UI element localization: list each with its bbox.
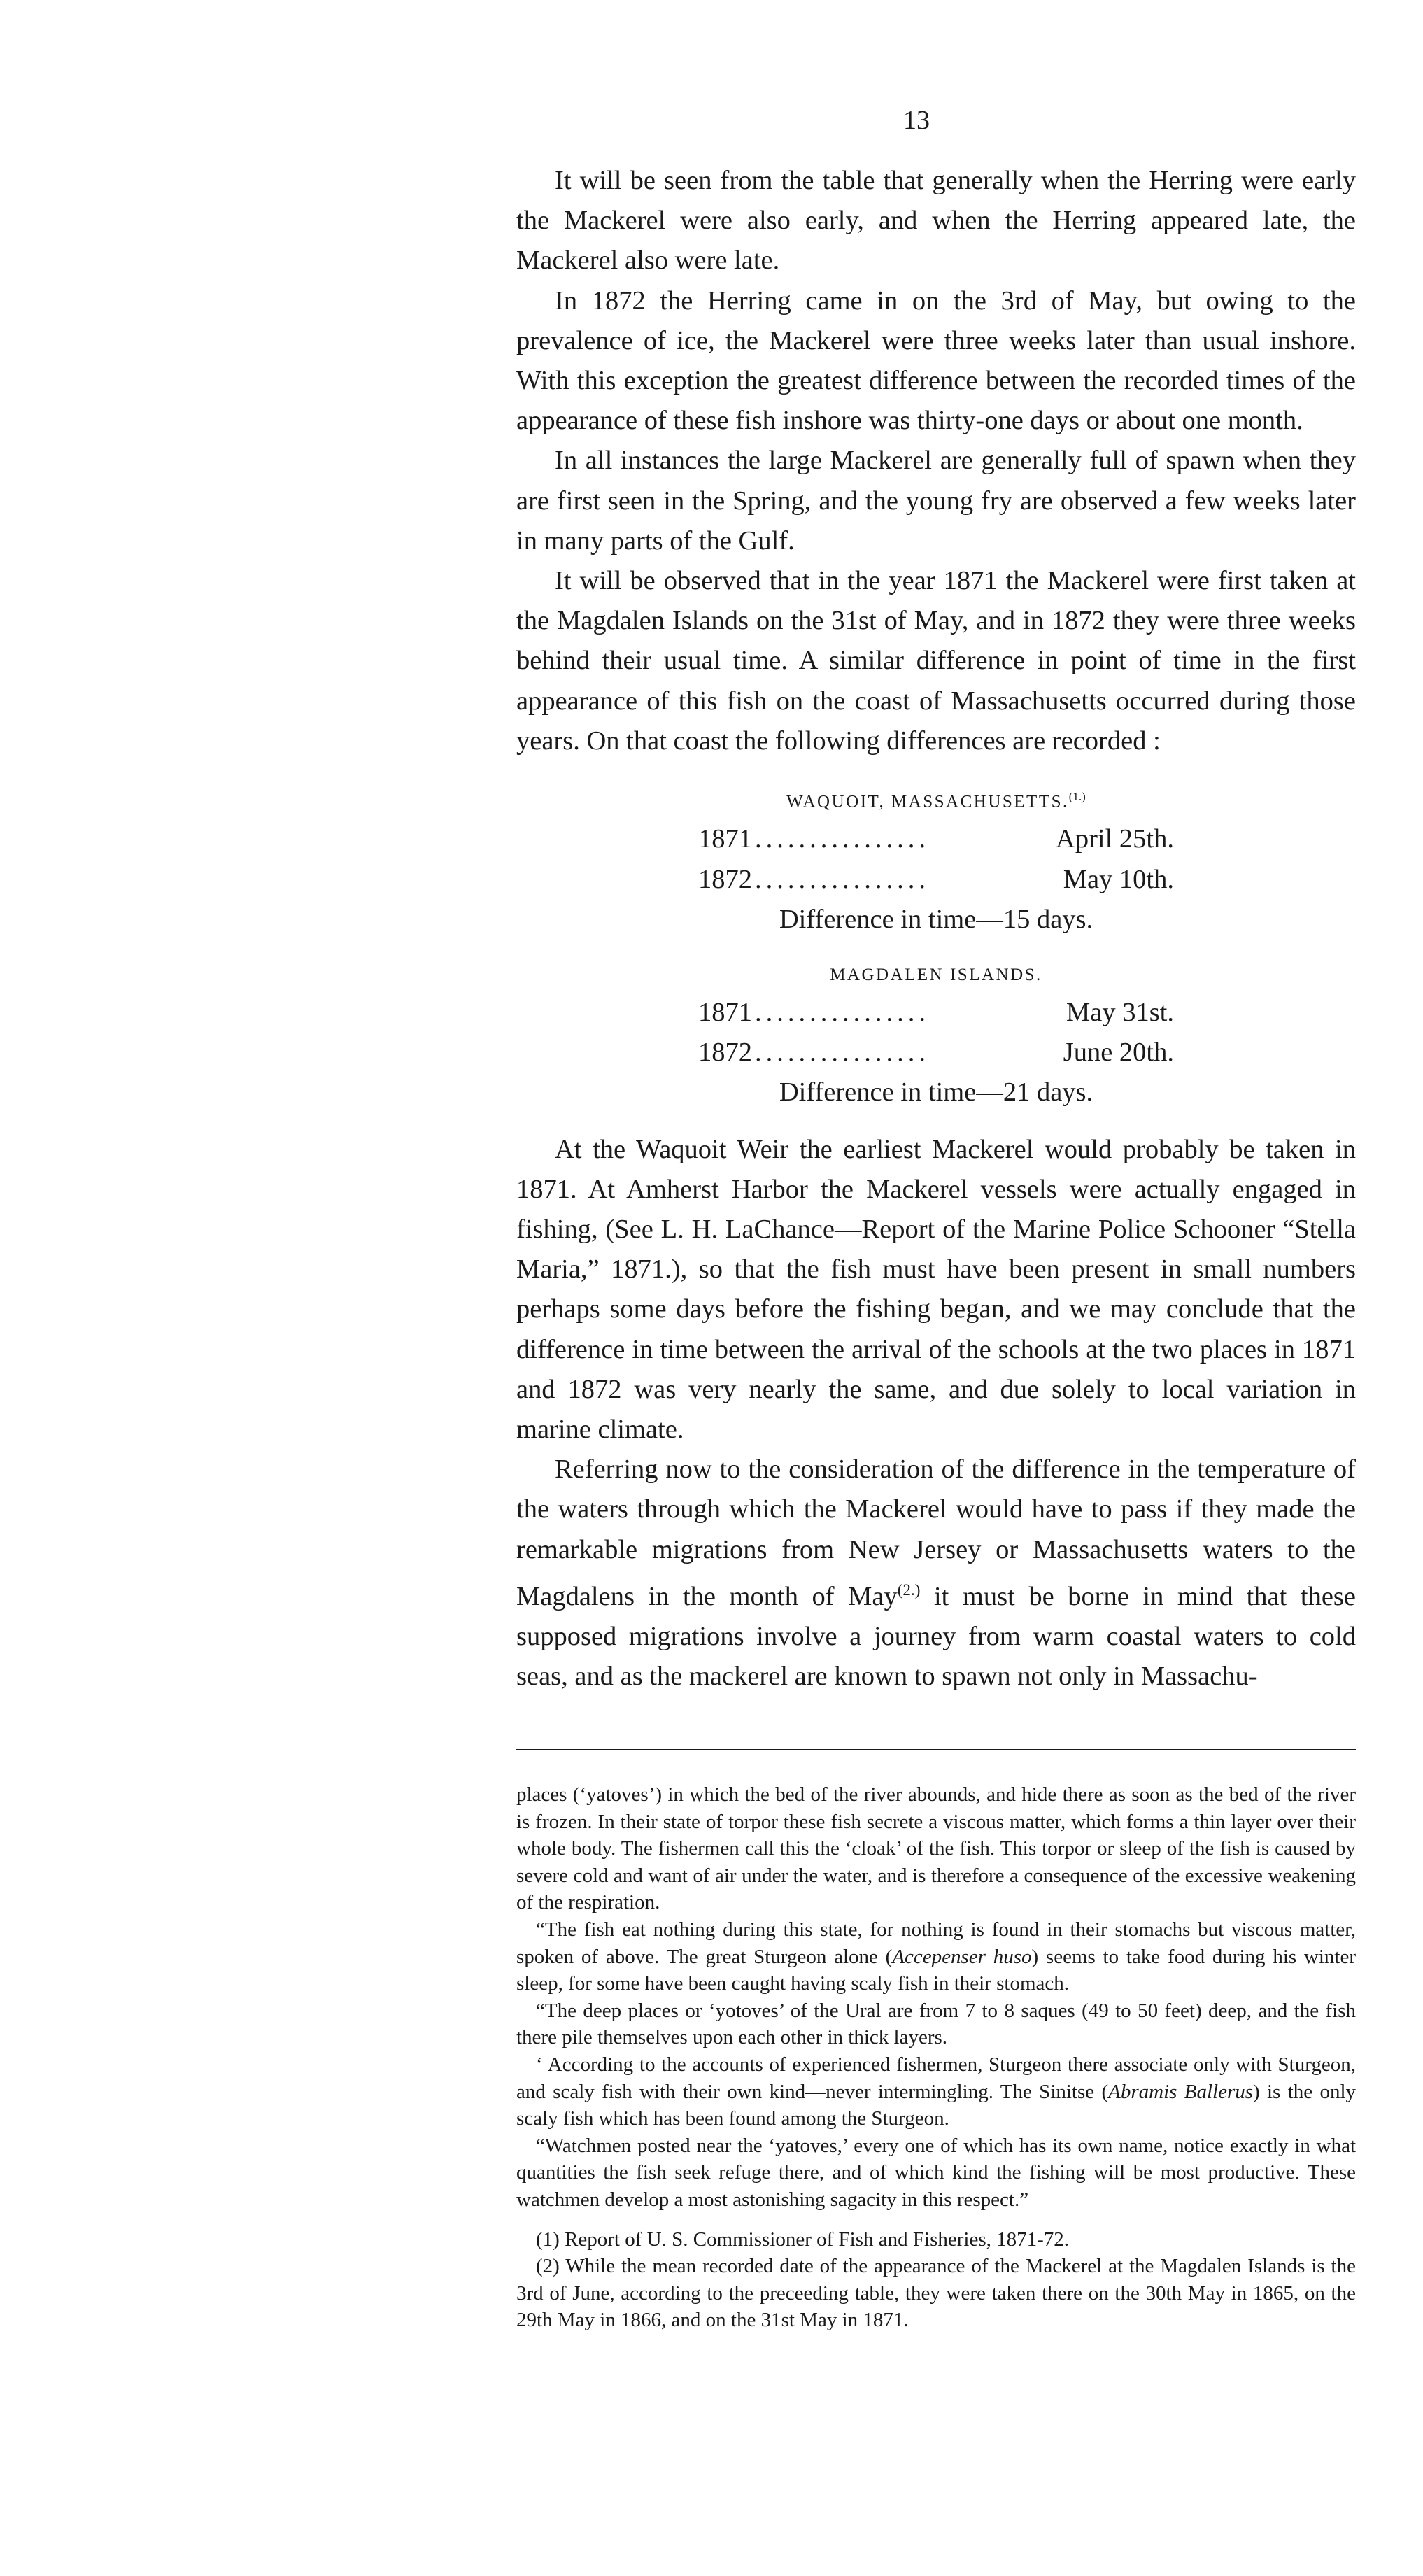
row-date: April 25th. — [1056, 824, 1174, 854]
row-year: 1872 — [698, 864, 752, 894]
paragraph-1: It will be seen from the table that generally when the Herring were early the Mackerel were also early, and when the Herring appeared late, the Mackerel also were late. — [516, 166, 1356, 276]
footnote-quote — [516, 2051, 1356, 2132]
footnote-references — [516, 2226, 1356, 2334]
paragraph-5: At the Waquoit Weir the earliest Mackerel would probably be taken in 1871. At Amherst Harbor the Mackerel vessels were actually engaged in fishing, (See L. H. LaChance—Report of the Marine Police Schooner “Stella Maria,” 1871.), so that the fish must have been present in small numbers perhaps some days before the fishing began, and we may conclude that the difference in time between the arrival of the schools at the two places in 1871 and 1872 was very nearly the same, and due solely to local variation in marine climate. — [516, 1134, 1356, 1445]
row-leader: ................ — [755, 824, 930, 854]
footnote-ref-2: (2.) — [897, 1580, 921, 1599]
row-date: May 31st. — [1066, 997, 1174, 1027]
footnote-2: (2) While the mean recorded date of the appearance of the Mackerel at the Magdalen Islands is the 3rd of June, according to the preceeding table, they were taken there on the 30th May in 1865, on the 29th May in 1866, and on the 31st May in 1871. — [516, 2255, 1356, 2332]
row-year: 1872 — [698, 1038, 752, 1068]
footnote-divider — [516, 1749, 1356, 1750]
footnote-text: ) seems to take food during his winter sleep, for some have been caught having scaly fish in their stomach. — [516, 1945, 1357, 1995]
table-row — [698, 993, 1174, 1033]
table-row — [698, 819, 1174, 859]
footnote-text: ‘ According to the accounts of experienced fishermen, Sturgeon there associate only with Sturgeon, and scaly fish with their own kind—never intermingling. The Sinitse ( — [516, 2053, 1356, 2103]
footnote-text: ) is the only scaly fish which has been found among the Sturgeon. — [516, 2080, 1356, 2130]
magdalen-difference: Difference in time—21 days. — [779, 1077, 1093, 1107]
paragraph-6-text-a: Referring now to the consideration of the difference in the temperature of the waters through which the Mackerel would have to pass if they made the remarkable migrations from New Jersey or Massachusetts waters to the Magdalens in the month of May — [516, 1455, 1356, 1611]
footnote-1: (1) Report of U. S. Commissioner of Fish and Fisheries, 1871-72. — [536, 2228, 1070, 2251]
footnotes — [516, 1781, 1356, 2334]
waquoit-table — [516, 779, 1356, 940]
species-name: Accepenser huso — [892, 1945, 1032, 1968]
row-date: June 20th. — [1063, 1038, 1174, 1068]
footnote-quote: “The deep places or ‘yotoves’ of the Ural are from 7 to 8 saques (49 to 50 feet) deep, and the fish there pile themselves upon each other in thick layers. — [516, 1999, 1356, 2049]
paragraph-6-text-b: it must be borne in mind that these supposed migrations involve a journey from warm coastal waters to cold seas, and as the mackerel are known to spawn not only in Massachu- — [516, 1581, 1356, 1692]
table-row — [698, 1033, 1174, 1073]
row-leader: ................ — [755, 1038, 930, 1068]
footnote-continuation: places (‘yatoves’) in which the bed of the river abounds, and hide there as soon as the bed of the river is frozen. In their state of torpor these fish secrete a viscous matter, which forms a thin layer over their whole body. The fishermen call this the ‘cloak’ of the fish. This torpor or sleep of the fish is caused by severe cold and want of air under the water, and is therefore a consequence of the excessive weakening of the respiration. — [516, 1783, 1356, 1914]
footnote-quote: “Watchmen posted near the ‘yatoves,’ every one of which has its own name, notice exactly in what quantities the fish seek refuge there, and of which kind the fishing will be most productive. These watchmen develop a most astonishing sagacity in this respect.” — [516, 2134, 1356, 2211]
footnote-text: “The fish eat nothing during this state, for nothing is found in their stomachs but viscous matter, spoken of above. The great Sturgeon alone ( — [516, 1918, 1356, 1968]
row-leader: ................ — [755, 997, 930, 1027]
row-leader: ................ — [755, 864, 930, 894]
waquoit-heading — [516, 779, 1356, 819]
page-number: 13 — [903, 106, 930, 135]
paragraph-6 — [516, 1450, 1356, 1697]
footnote-quote — [516, 1916, 1356, 1997]
row-date: May 10th. — [1063, 864, 1174, 894]
table-row — [698, 860, 1174, 900]
paragraph-4: It will be observed that in the year 1871 the Mackerel were first taken at the Magdalen Islands on the 31st of May, and in 1872 they were three weeks behind their usual time. A similar difference in point of time in the first appearance of this fish on the coast of Massachusetts occurred during those years. On that coast the following differences are recorded : — [516, 566, 1356, 756]
waquoit-footnote-ref: (1.) — [1068, 790, 1086, 804]
paragraph-3: In all instances the large Mackerel are generally full of spawn when they are first seen in the Spring, and the young fry are observed a few weeks later in many parts of the Gulf. — [516, 446, 1356, 555]
waquoit-heading-text: WAQUOIT, MASSACHUSETTS. — [786, 792, 1069, 812]
waquoit-difference: Difference in time—15 days. — [779, 904, 1093, 934]
magdalen-table — [516, 958, 1356, 1113]
row-year: 1871 — [698, 824, 752, 854]
row-year: 1871 — [698, 997, 752, 1027]
species-name: Abramis Ballerus — [1108, 2080, 1254, 2103]
magdalen-heading: MAGDALEN ISLANDS. — [830, 965, 1042, 984]
body-text — [516, 161, 1356, 1697]
paragraph-2: In 1872 the Herring came in on the 3rd of May, but owing to the prevalence of ice, the Mackerel were three weeks later than usual inshore. With this exception the greatest difference between the recorded times of the appearance of these fish inshore was thirty-one days or about one month. — [516, 285, 1356, 436]
